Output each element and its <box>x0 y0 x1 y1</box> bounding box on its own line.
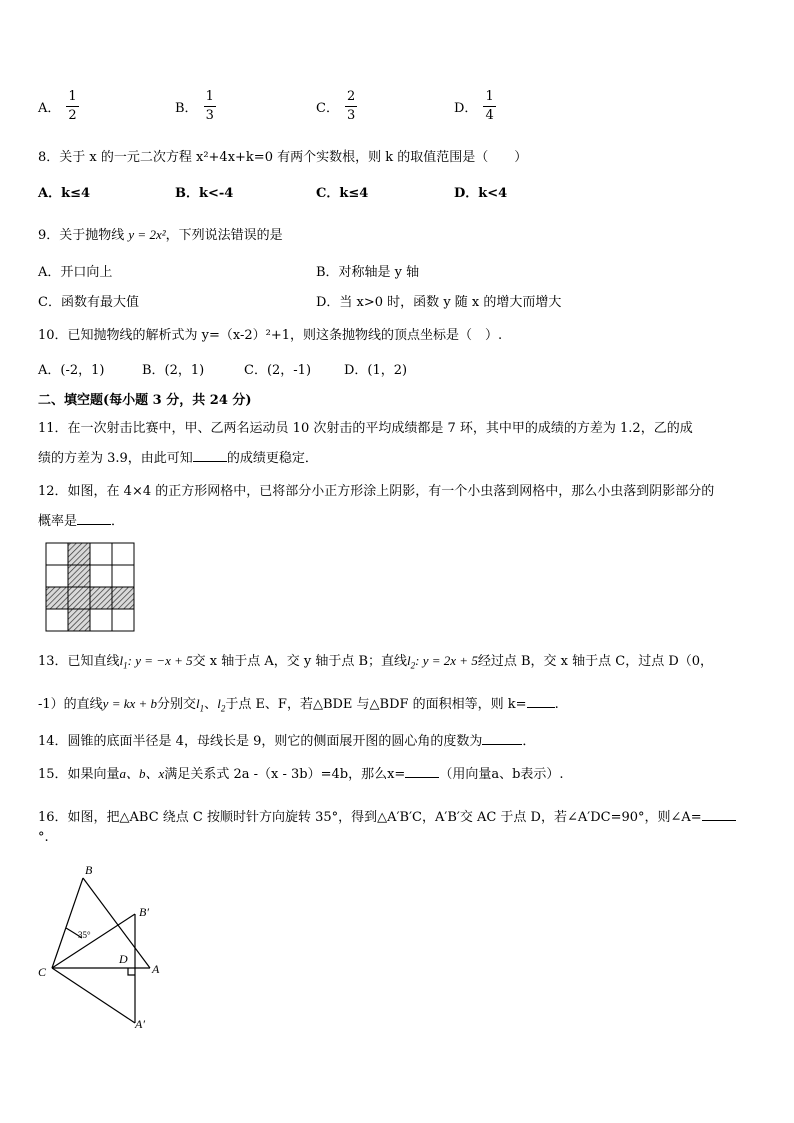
q9-stem-pre: 9．关于抛物线 <box>38 228 129 243</box>
answer-blank[interactable] <box>405 765 439 778</box>
q15-line <box>38 763 564 782</box>
right-angle-mark <box>128 968 135 975</box>
numerator: 1 <box>483 88 495 107</box>
denominator: 3 <box>205 108 214 123</box>
numerator: 2 <box>345 88 357 107</box>
q11-line1: 11．在一次射击比赛中，甲、乙两名运动员 10 次射击的平均成绩都是 7 环，其中甲的成绩的方差为 1.2，乙的成 <box>38 421 693 436</box>
q8-option-a[interactable]: A．k≤4 <box>38 186 91 201</box>
q12-line2 <box>38 510 124 529</box>
fraction <box>345 88 357 125</box>
q11-line2-post: 的成绩更稳定． <box>226 451 318 466</box>
q7-option-d[interactable] <box>454 88 496 125</box>
answer-blank[interactable] <box>702 808 736 821</box>
segment-CAprime <box>52 968 135 1023</box>
q13-text: . <box>554 697 559 712</box>
q13-text: 经过点 B，交 x 轴于点 C，过点 D（0， <box>477 654 714 669</box>
fraction <box>66 88 78 125</box>
line-l2-subscript: 2 <box>410 660 416 671</box>
q8-stem: 8．关于 x 的一元二次方程 x²+4x+k=0 有两个实数根，则 k 的取值范围是（ ） <box>38 150 528 165</box>
separator: 、 <box>204 697 218 712</box>
q13-text: 于点 E、F，若△BDE 与△BDF 的面积相等，则 k= <box>225 697 527 712</box>
grid-cell <box>46 565 68 587</box>
q9-stem <box>38 224 283 243</box>
grid-cell-shaded <box>68 587 90 609</box>
label-B: B <box>85 863 93 877</box>
option-label: D． <box>454 101 478 116</box>
segment-CB <box>52 878 83 968</box>
label-Aprime: A′ <box>135 1017 145 1031</box>
q9-option-a[interactable]: A．开口向上 <box>38 265 113 280</box>
grid-cell <box>112 609 134 631</box>
q13-line1 <box>38 650 713 671</box>
q7-option-b[interactable] <box>175 88 216 125</box>
fraction <box>204 88 216 125</box>
q14-text: ． <box>522 734 536 749</box>
fraction <box>483 88 495 125</box>
q10-option-c[interactable]: C．(2，-1) <box>244 363 312 378</box>
q13-text: 交 x 轴于点 A，交 y 轴于点 B；直线 <box>192 654 408 669</box>
answer-blank[interactable] <box>193 449 227 462</box>
q12-line2-post: ． <box>111 514 125 529</box>
line-l1-subscript: 1 <box>123 660 128 671</box>
grid-cell <box>90 543 112 565</box>
q14-line <box>38 730 535 749</box>
q16-line2: °. <box>38 830 49 845</box>
grid-cell-shaded <box>112 587 134 609</box>
q9-option-c[interactable]: C．函数有最大值 <box>38 295 139 310</box>
grid-cell-shaded <box>68 609 90 631</box>
line-l1-equation: : y = −x + 5 <box>127 653 193 668</box>
label-C: C <box>38 965 47 979</box>
angle-label: 35° <box>78 930 91 940</box>
grid-cell <box>112 543 134 565</box>
denominator: 4 <box>485 108 494 123</box>
line-l1-name: l <box>196 696 200 711</box>
numerator: 1 <box>66 88 78 107</box>
section-title: 二、填空题(每小题 3 分，共 24 分) <box>38 393 252 408</box>
grid-cell <box>112 565 134 587</box>
grid-cell-shaded <box>90 587 112 609</box>
line-l1-subscript: 1 <box>199 703 205 714</box>
answer-blank[interactable] <box>527 695 555 708</box>
q9-expression: y = 2x² <box>128 227 166 242</box>
q9-option-b[interactable]: B．对称轴是 y 轴 <box>316 265 420 280</box>
line-l2-name: l <box>217 696 221 711</box>
q15-text: （用向量a、b表示）. <box>439 767 564 782</box>
label-D: D <box>119 952 128 966</box>
shaded-grid-figure <box>44 541 136 633</box>
q8-option-d[interactable]: D．k<4 <box>454 186 508 201</box>
answer-blank[interactable] <box>482 732 522 745</box>
q16-line1 <box>38 806 736 825</box>
q8-option-b[interactable]: B．k<-4 <box>175 186 234 201</box>
q7-option-c[interactable] <box>316 88 357 125</box>
denominator: 2 <box>68 108 77 123</box>
q13-text: 13．已知直线 <box>38 654 120 669</box>
q10-option-b[interactable]: B．(2，1) <box>142 363 205 378</box>
grid-cell-shaded <box>46 587 68 609</box>
q8-option-c[interactable]: C．k≤4 <box>316 186 369 201</box>
q13-text: 分别交 <box>157 697 197 712</box>
line-l2-subscript: 2 <box>220 703 226 714</box>
q9-option-d[interactable]: D．当 x>0 时，函数 y 随 x 的增大而增大 <box>316 295 562 310</box>
q15-text: 满足关系式 2a -（x - 3b）=4b，那么x= <box>164 767 406 782</box>
label-Bprime: B′ <box>139 905 149 919</box>
q7-option-a[interactable] <box>38 88 79 125</box>
answer-blank[interactable] <box>77 512 111 525</box>
line-l1-name: l <box>119 653 124 668</box>
q12-line1: 12．如图，在 4×4 的正方形网格中，已将部分小正方形涂上阴影，有一个小虫落到网格中，那么小虫落到阴影部分的 <box>38 484 715 499</box>
q11-line2 <box>38 447 318 466</box>
numerator: 1 <box>204 88 216 107</box>
segment-BA <box>83 878 150 968</box>
q13-line2 <box>38 693 559 714</box>
rotation-triangle-figure <box>30 858 180 1038</box>
option-label: A． <box>38 101 61 116</box>
option-label: B． <box>175 101 198 116</box>
label-A: A <box>152 962 160 976</box>
q15-text: 15．如果向量 <box>38 767 120 782</box>
denominator: 3 <box>346 108 356 123</box>
q11-line2-pre: 绩的方差为 3.9，由此可知 <box>38 451 193 466</box>
q10-stem: 10．已知抛物线的解析式为 y=（x-2）²+1，则这条抛物线的顶点坐标是（ ）. <box>38 328 503 343</box>
q10-option-a[interactable]: A．(-2，1) <box>38 363 105 378</box>
grid-cell <box>46 543 68 565</box>
grid-cell <box>90 609 112 631</box>
grid-cell <box>90 565 112 587</box>
line-l2-name: l <box>407 653 411 668</box>
q10-option-d[interactable]: D．(1，2) <box>344 363 408 378</box>
q13-text: -1）的直线 <box>38 697 103 712</box>
q9-stem-post: ，下列说法错误的是 <box>165 228 283 243</box>
grid-cell-shaded <box>68 565 90 587</box>
grid-cell <box>46 609 68 631</box>
vector-list: a、b、x <box>119 766 165 781</box>
q12-line2-pre: 概率是 <box>38 514 78 529</box>
grid-cell-shaded <box>68 543 90 565</box>
option-label: C． <box>316 101 339 116</box>
q14-text: 14．圆锥的底面半径是 4，母线长是 9，则它的侧面展开图的圆心角的度数为 <box>38 734 483 749</box>
q16-text: 16．如图，把△ABC 绕点 C 按顺时针方向旋转 35°，得到△A′B′C，A′B′交 AC 于点 D，若∠A′DC=90°，则∠A= <box>38 810 702 825</box>
line-equation: y = kx + b <box>102 696 158 711</box>
line-l2-equation: : y = 2x + 5 <box>415 653 478 668</box>
